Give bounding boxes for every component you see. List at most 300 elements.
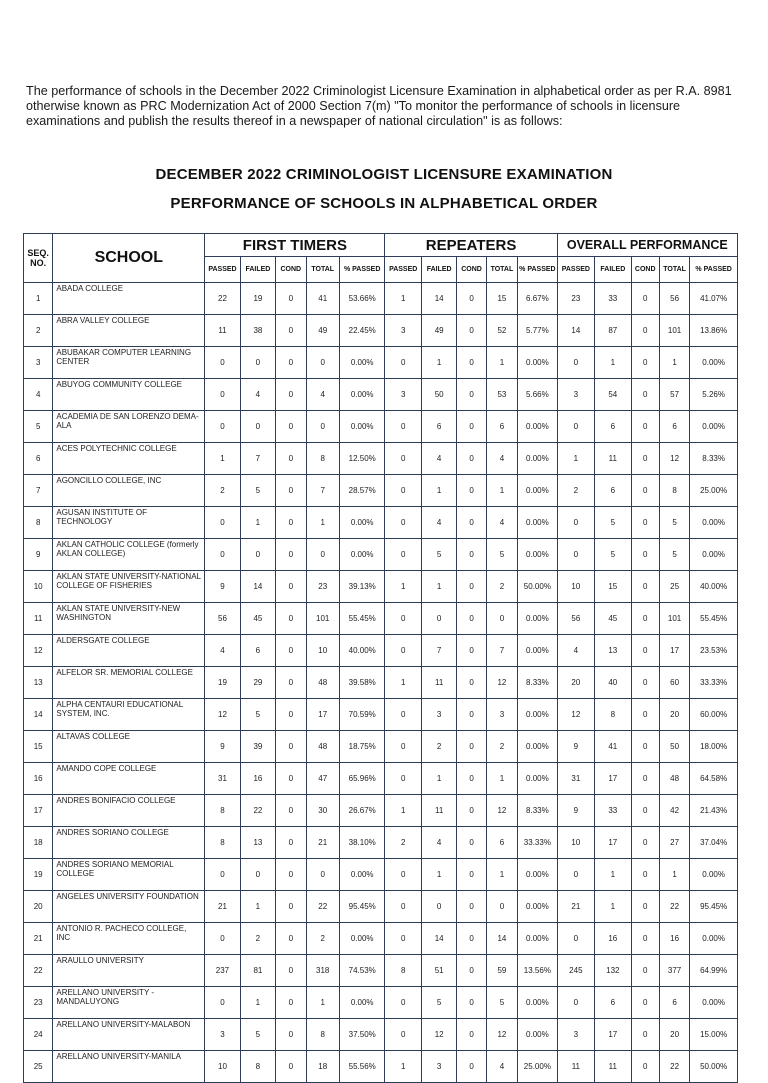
col-header-overall-passed: PASSED — [557, 257, 594, 283]
cell-first-timers-cond: 0 — [276, 731, 306, 763]
cell-repeaters-passed: 5.77% — [518, 315, 558, 347]
school-name: ANTONIO R. PACHECO COLLEGE, INC — [53, 923, 205, 955]
cell-repeaters-cond: 0 — [457, 571, 486, 603]
cell-first-timers-cond: 0 — [276, 987, 306, 1019]
cell-first-timers-total: 47 — [306, 763, 339, 795]
cell-first-timers-passed: 4 — [205, 635, 240, 667]
cell-first-timers-cond: 0 — [276, 1019, 306, 1051]
cell-overall-total: 377 — [659, 955, 689, 987]
cell-overall-total: 42 — [659, 795, 689, 827]
cell-overall-passed: 23.53% — [690, 635, 738, 667]
cell-first-timers-total: 23 — [306, 571, 339, 603]
cell-overall-failed: 132 — [595, 955, 631, 987]
cell-repeaters-cond: 0 — [457, 635, 486, 667]
cell-overall-failed: 6 — [595, 411, 631, 443]
cell-repeaters-passed: 13.56% — [518, 955, 558, 987]
cell-overall-failed: 5 — [595, 539, 631, 571]
cell-first-timers-total: 0 — [306, 347, 339, 379]
cell-overall-cond: 0 — [631, 955, 659, 987]
cell-overall-passed: 0.00% — [690, 859, 738, 891]
cell-first-timers-total: 101 — [306, 603, 339, 635]
cell-first-timers-passed: 95.45% — [339, 891, 385, 923]
cell-overall-total: 17 — [659, 635, 689, 667]
cell-overall-cond: 0 — [631, 571, 659, 603]
cell-repeaters-total: 1 — [486, 347, 517, 379]
cell-first-timers-failed: 5 — [240, 1019, 275, 1051]
cell-first-timers-failed: 22 — [240, 795, 275, 827]
cell-repeaters-total: 0 — [486, 603, 517, 635]
cell-overall-cond: 0 — [631, 1019, 659, 1051]
cell-repeaters-passed: 33.33% — [518, 827, 558, 859]
cell-repeaters-total: 59 — [486, 955, 517, 987]
cell-first-timers-failed: 38 — [240, 315, 275, 347]
cell-repeaters-passed: 0 — [385, 891, 421, 923]
seq-number: 25 — [24, 1051, 53, 1083]
cell-first-timers-cond: 0 — [276, 859, 306, 891]
cell-overall-passed: 12 — [557, 699, 594, 731]
cell-overall-cond: 0 — [631, 603, 659, 635]
seq-number: 6 — [24, 443, 53, 475]
cell-overall-failed: 1 — [595, 859, 631, 891]
cell-repeaters-total: 6 — [486, 827, 517, 859]
col-header-first-timers-passed: % PASSED — [339, 257, 385, 283]
cell-repeaters-failed: 1 — [421, 475, 456, 507]
cell-first-timers-passed: 19 — [205, 667, 240, 699]
cell-overall-total: 6 — [659, 987, 689, 1019]
cell-overall-passed: 37.04% — [690, 827, 738, 859]
cell-first-timers-cond: 0 — [276, 1051, 306, 1083]
cell-overall-failed: 6 — [595, 987, 631, 1019]
table-row — [24, 507, 738, 539]
seq-number: 19 — [24, 859, 53, 891]
cell-repeaters-failed: 1 — [421, 347, 456, 379]
cell-overall-total: 1 — [659, 859, 689, 891]
cell-repeaters-passed: 0 — [385, 539, 421, 571]
cell-repeaters-cond: 0 — [457, 1051, 486, 1083]
cell-first-timers-passed: 0 — [205, 987, 240, 1019]
cell-first-timers-total: 7 — [306, 475, 339, 507]
cell-first-timers-cond: 0 — [276, 667, 306, 699]
cell-repeaters-cond: 0 — [457, 795, 486, 827]
cell-first-timers-failed: 1 — [240, 987, 275, 1019]
cell-overall-passed: 245 — [557, 955, 594, 987]
school-name: ANGELES UNIVERSITY FOUNDATION — [53, 891, 205, 923]
cell-overall-cond: 0 — [631, 1051, 659, 1083]
cell-repeaters-passed: 0 — [385, 507, 421, 539]
cell-first-timers-passed: 70.59% — [339, 699, 385, 731]
cell-overall-passed: 20 — [557, 667, 594, 699]
cell-overall-passed: 0.00% — [690, 923, 738, 955]
cell-repeaters-total: 7 — [486, 635, 517, 667]
cell-first-timers-passed: 0.00% — [339, 347, 385, 379]
table-row — [24, 923, 738, 955]
cell-overall-failed: 16 — [595, 923, 631, 955]
cell-first-timers-failed: 1 — [240, 507, 275, 539]
col-header-first-timers-failed: FAILED — [240, 257, 275, 283]
cell-repeaters-failed: 3 — [421, 1051, 456, 1083]
cell-first-timers-passed: 0 — [205, 923, 240, 955]
cell-first-timers-passed: 0.00% — [339, 859, 385, 891]
cell-repeaters-total: 12 — [486, 1019, 517, 1051]
cell-repeaters-total: 2 — [486, 571, 517, 603]
cell-overall-cond: 0 — [631, 443, 659, 475]
cell-first-timers-failed: 0 — [240, 539, 275, 571]
cell-repeaters-failed: 0 — [421, 891, 456, 923]
cell-first-timers-failed: 45 — [240, 603, 275, 635]
cell-repeaters-passed: 0.00% — [518, 699, 558, 731]
cell-first-timers-passed: 31 — [205, 763, 240, 795]
cell-first-timers-failed: 39 — [240, 731, 275, 763]
cell-first-timers-total: 0 — [306, 411, 339, 443]
cell-first-timers-passed: 28.57% — [339, 475, 385, 507]
cell-repeaters-total: 4 — [486, 443, 517, 475]
cell-repeaters-passed: 6.67% — [518, 283, 558, 315]
cell-first-timers-total: 48 — [306, 731, 339, 763]
cell-repeaters-passed: 0.00% — [518, 635, 558, 667]
cell-overall-total: 5 — [659, 507, 689, 539]
cell-first-timers-cond: 0 — [276, 507, 306, 539]
cell-repeaters-cond: 0 — [457, 379, 486, 411]
cell-overall-cond: 0 — [631, 731, 659, 763]
cell-first-timers-passed: 0 — [205, 379, 240, 411]
cell-repeaters-failed: 50 — [421, 379, 456, 411]
col-header-first-timers-total: TOTAL — [306, 257, 339, 283]
cell-first-timers-passed: 53.66% — [339, 283, 385, 315]
cell-first-timers-cond: 0 — [276, 635, 306, 667]
cell-repeaters-total: 1 — [486, 859, 517, 891]
cell-first-timers-passed: 10 — [205, 1051, 240, 1083]
table-row — [24, 475, 738, 507]
cell-overall-failed: 6 — [595, 475, 631, 507]
cell-repeaters-passed: 0.00% — [518, 507, 558, 539]
table-row — [24, 987, 738, 1019]
cell-first-timers-passed: 74.53% — [339, 955, 385, 987]
cell-repeaters-passed: 8.33% — [518, 667, 558, 699]
cell-overall-passed: 23 — [557, 283, 594, 315]
cell-first-timers-passed: 18.75% — [339, 731, 385, 763]
cell-overall-total: 27 — [659, 827, 689, 859]
table-row — [24, 571, 738, 603]
cell-repeaters-failed: 5 — [421, 987, 456, 1019]
cell-first-timers-cond: 0 — [276, 827, 306, 859]
cell-first-timers-passed: 55.56% — [339, 1051, 385, 1083]
cell-repeaters-total: 3 — [486, 699, 517, 731]
cell-repeaters-failed: 6 — [421, 411, 456, 443]
group-header-first-timers: FIRST TIMERS — [205, 234, 385, 257]
cell-overall-passed: 0 — [557, 507, 594, 539]
cell-repeaters-total: 15 — [486, 283, 517, 315]
cell-overall-total: 60 — [659, 667, 689, 699]
cell-first-timers-passed: 37.50% — [339, 1019, 385, 1051]
cell-overall-total: 16 — [659, 923, 689, 955]
cell-repeaters-passed: 0.00% — [518, 411, 558, 443]
seq-header: SEQ. NO. — [24, 234, 53, 283]
cell-first-timers-passed: 0.00% — [339, 539, 385, 571]
cell-overall-total: 57 — [659, 379, 689, 411]
cell-overall-passed: 0.00% — [690, 539, 738, 571]
cell-first-timers-passed: 9 — [205, 571, 240, 603]
cell-first-timers-failed: 1 — [240, 891, 275, 923]
cell-first-timers-passed: 0 — [205, 411, 240, 443]
cell-overall-failed: 17 — [595, 1019, 631, 1051]
cell-repeaters-total: 1 — [486, 475, 517, 507]
cell-first-timers-total: 17 — [306, 699, 339, 731]
cell-first-timers-passed: 8 — [205, 827, 240, 859]
cell-overall-cond: 0 — [631, 379, 659, 411]
cell-repeaters-passed: 0 — [385, 475, 421, 507]
cell-first-timers-passed: 55.45% — [339, 603, 385, 635]
cell-repeaters-cond: 0 — [457, 347, 486, 379]
cell-repeaters-total: 2 — [486, 731, 517, 763]
cell-first-timers-passed: 0 — [205, 539, 240, 571]
cell-repeaters-total: 5 — [486, 539, 517, 571]
table-row — [24, 315, 738, 347]
seq-number: 10 — [24, 571, 53, 603]
cell-repeaters-cond: 0 — [457, 539, 486, 571]
seq-number: 13 — [24, 667, 53, 699]
cell-overall-passed: 41.07% — [690, 283, 738, 315]
cell-first-timers-total: 1 — [306, 987, 339, 1019]
cell-overall-passed: 0.00% — [690, 507, 738, 539]
cell-repeaters-passed: 0 — [385, 731, 421, 763]
table-row — [24, 859, 738, 891]
cell-first-timers-cond: 0 — [276, 443, 306, 475]
cell-overall-failed: 17 — [595, 827, 631, 859]
table-row — [24, 603, 738, 635]
cell-overall-failed: 33 — [595, 283, 631, 315]
school-name: ABADA COLLEGE — [53, 283, 205, 315]
cell-overall-passed: 55.45% — [690, 603, 738, 635]
cell-repeaters-failed: 0 — [421, 603, 456, 635]
cell-repeaters-passed: 1 — [385, 795, 421, 827]
cell-overall-passed: 9 — [557, 731, 594, 763]
cell-repeaters-passed: 3 — [385, 315, 421, 347]
table-row — [24, 699, 738, 731]
cell-overall-passed: 0 — [557, 539, 594, 571]
cell-overall-total: 22 — [659, 1051, 689, 1083]
cell-repeaters-passed: 0 — [385, 347, 421, 379]
report-subtitle: PERFORMANCE OF SCHOOLS IN ALPHABETICAL ORDER — [170, 195, 598, 212]
cell-overall-passed: 3 — [557, 379, 594, 411]
cell-repeaters-total: 52 — [486, 315, 517, 347]
school-name: ARELLANO UNIVERSITY - MANDALUYONG — [53, 987, 205, 1019]
school-name: ARELLANO UNIVERSITY-MALABON — [53, 1019, 205, 1051]
school-name: AKLAN STATE UNIVERSITY-NATIONAL COLLEGE OF FISHERIES — [53, 571, 205, 603]
col-header-repeaters-passed: % PASSED — [518, 257, 558, 283]
cell-overall-passed: 14 — [557, 315, 594, 347]
cell-first-timers-failed: 6 — [240, 635, 275, 667]
cell-first-timers-cond: 0 — [276, 283, 306, 315]
cell-first-timers-cond: 0 — [276, 891, 306, 923]
cell-overall-passed: 0.00% — [690, 347, 738, 379]
cell-repeaters-failed: 11 — [421, 795, 456, 827]
school-name: ALDERSGATE COLLEGE — [53, 635, 205, 667]
cell-repeaters-failed: 3 — [421, 699, 456, 731]
cell-first-timers-passed: 0.00% — [339, 507, 385, 539]
cell-overall-failed: 1 — [595, 347, 631, 379]
cell-repeaters-failed: 14 — [421, 923, 456, 955]
cell-repeaters-passed: 0 — [385, 443, 421, 475]
group-header-repeaters: REPEATERS — [385, 234, 557, 257]
seq-number: 1 — [24, 283, 53, 315]
cell-repeaters-failed: 14 — [421, 283, 456, 315]
col-header-overall-passed: % PASSED — [690, 257, 738, 283]
cell-first-timers-total: 21 — [306, 827, 339, 859]
table-row — [24, 795, 738, 827]
cell-first-timers-cond: 0 — [276, 923, 306, 955]
cell-repeaters-cond: 0 — [457, 1019, 486, 1051]
cell-first-timers-passed: 3 — [205, 1019, 240, 1051]
cell-repeaters-passed: 2 — [385, 827, 421, 859]
cell-overall-cond: 0 — [631, 987, 659, 1019]
cell-first-timers-passed: 0 — [205, 859, 240, 891]
cell-overall-cond: 0 — [631, 699, 659, 731]
cell-first-timers-cond: 0 — [276, 475, 306, 507]
cell-overall-passed: 15.00% — [690, 1019, 738, 1051]
cell-first-timers-failed: 5 — [240, 475, 275, 507]
col-header-first-timers-cond: COND — [276, 257, 306, 283]
table-row — [24, 1051, 738, 1083]
cell-repeaters-cond: 0 — [457, 507, 486, 539]
cell-overall-total: 48 — [659, 763, 689, 795]
seq-number: 20 — [24, 891, 53, 923]
table-row — [24, 731, 738, 763]
results-table — [23, 233, 738, 1083]
cell-overall-cond: 0 — [631, 827, 659, 859]
cell-overall-cond: 0 — [631, 347, 659, 379]
cell-overall-passed: 21.43% — [690, 795, 738, 827]
cell-repeaters-cond: 0 — [457, 987, 486, 1019]
cell-repeaters-cond: 0 — [457, 891, 486, 923]
cell-overall-total: 8 — [659, 475, 689, 507]
col-header-first-timers-passed: PASSED — [205, 257, 240, 283]
cell-repeaters-total: 5 — [486, 987, 517, 1019]
cell-first-timers-failed: 8 — [240, 1051, 275, 1083]
school-name: ACADEMIA DE SAN LORENZO DEMA-ALA — [53, 411, 205, 443]
cell-repeaters-passed: 0 — [385, 763, 421, 795]
cell-first-timers-passed: 11 — [205, 315, 240, 347]
table-row — [24, 763, 738, 795]
cell-overall-passed: 95.45% — [690, 891, 738, 923]
cell-repeaters-total: 4 — [486, 1051, 517, 1083]
cell-repeaters-failed: 4 — [421, 827, 456, 859]
cell-repeaters-passed: 1 — [385, 667, 421, 699]
school-name: ANDRES BONIFACIO COLLEGE — [53, 795, 205, 827]
cell-repeaters-failed: 5 — [421, 539, 456, 571]
seq-number: 7 — [24, 475, 53, 507]
cell-overall-total: 20 — [659, 699, 689, 731]
cell-first-timers-cond: 0 — [276, 571, 306, 603]
cell-first-timers-total: 318 — [306, 955, 339, 987]
cell-repeaters-failed: 49 — [421, 315, 456, 347]
cell-overall-cond: 0 — [631, 795, 659, 827]
cell-first-timers-passed: 12 — [205, 699, 240, 731]
cell-first-timers-total: 8 — [306, 1019, 339, 1051]
cell-first-timers-cond: 0 — [276, 411, 306, 443]
cell-overall-total: 6 — [659, 411, 689, 443]
school-name: ARAULLO UNIVERSITY — [53, 955, 205, 987]
school-name: AKLAN STATE UNIVERSITY-NEW WASHINGTON — [53, 603, 205, 635]
cell-first-timers-passed: 0.00% — [339, 411, 385, 443]
cell-repeaters-passed: 8 — [385, 955, 421, 987]
cell-first-timers-passed: 0 — [205, 347, 240, 379]
cell-repeaters-cond: 0 — [457, 475, 486, 507]
cell-overall-failed: 1 — [595, 891, 631, 923]
cell-first-timers-total: 41 — [306, 283, 339, 315]
cell-repeaters-failed: 4 — [421, 507, 456, 539]
seq-number: 15 — [24, 731, 53, 763]
cell-overall-passed: 10 — [557, 827, 594, 859]
cell-repeaters-passed: 1 — [385, 283, 421, 315]
cell-first-timers-total: 4 — [306, 379, 339, 411]
cell-overall-total: 1 — [659, 347, 689, 379]
cell-overall-cond: 0 — [631, 539, 659, 571]
cell-overall-failed: 8 — [595, 699, 631, 731]
table-row — [24, 955, 738, 987]
cell-first-timers-failed: 14 — [240, 571, 275, 603]
cell-first-timers-total: 18 — [306, 1051, 339, 1083]
table-row — [24, 347, 738, 379]
cell-overall-failed: 87 — [595, 315, 631, 347]
cell-overall-failed: 41 — [595, 731, 631, 763]
cell-first-timers-failed: 0 — [240, 347, 275, 379]
school-header: SCHOOL — [53, 234, 205, 283]
cell-first-timers-passed: 38.10% — [339, 827, 385, 859]
cell-repeaters-passed: 0.00% — [518, 475, 558, 507]
school-name: ABRA VALLEY COLLEGE — [53, 315, 205, 347]
cell-overall-passed: 56 — [557, 603, 594, 635]
cell-repeaters-passed: 0 — [385, 923, 421, 955]
cell-repeaters-cond: 0 — [457, 667, 486, 699]
cell-first-timers-total: 49 — [306, 315, 339, 347]
table-row — [24, 443, 738, 475]
cell-repeaters-passed: 1 — [385, 1051, 421, 1083]
seq-number: 21 — [24, 923, 53, 955]
cell-overall-total: 50 — [659, 731, 689, 763]
cell-repeaters-cond: 0 — [457, 699, 486, 731]
cell-first-timers-cond: 0 — [276, 763, 306, 795]
cell-first-timers-cond: 0 — [276, 379, 306, 411]
cell-repeaters-cond: 0 — [457, 443, 486, 475]
cell-overall-total: 12 — [659, 443, 689, 475]
cell-first-timers-passed: 56 — [205, 603, 240, 635]
cell-first-timers-cond: 0 — [276, 315, 306, 347]
cell-repeaters-passed: 0.00% — [518, 923, 558, 955]
cell-repeaters-passed: 8.33% — [518, 795, 558, 827]
cell-repeaters-total: 53 — [486, 379, 517, 411]
cell-first-timers-passed: 22.45% — [339, 315, 385, 347]
cell-overall-cond: 0 — [631, 635, 659, 667]
cell-overall-passed: 11 — [557, 1051, 594, 1083]
cell-overall-passed: 3 — [557, 1019, 594, 1051]
cell-repeaters-passed: 0.00% — [518, 539, 558, 571]
cell-repeaters-passed: 3 — [385, 379, 421, 411]
cell-repeaters-passed: 1 — [385, 571, 421, 603]
seq-number: 16 — [24, 763, 53, 795]
school-name: AGONCILLO COLLEGE, INC — [53, 475, 205, 507]
cell-overall-passed: 0 — [557, 987, 594, 1019]
cell-repeaters-total: 1 — [486, 763, 517, 795]
school-name: ANDRES SORIANO MEMORIAL COLLEGE — [53, 859, 205, 891]
cell-first-timers-failed: 4 — [240, 379, 275, 411]
cell-overall-cond: 0 — [631, 859, 659, 891]
cell-first-timers-total: 22 — [306, 891, 339, 923]
cell-repeaters-failed: 1 — [421, 859, 456, 891]
cell-repeaters-passed: 0 — [385, 987, 421, 1019]
cell-overall-failed: 45 — [595, 603, 631, 635]
cell-repeaters-failed: 1 — [421, 571, 456, 603]
cell-overall-total: 101 — [659, 315, 689, 347]
